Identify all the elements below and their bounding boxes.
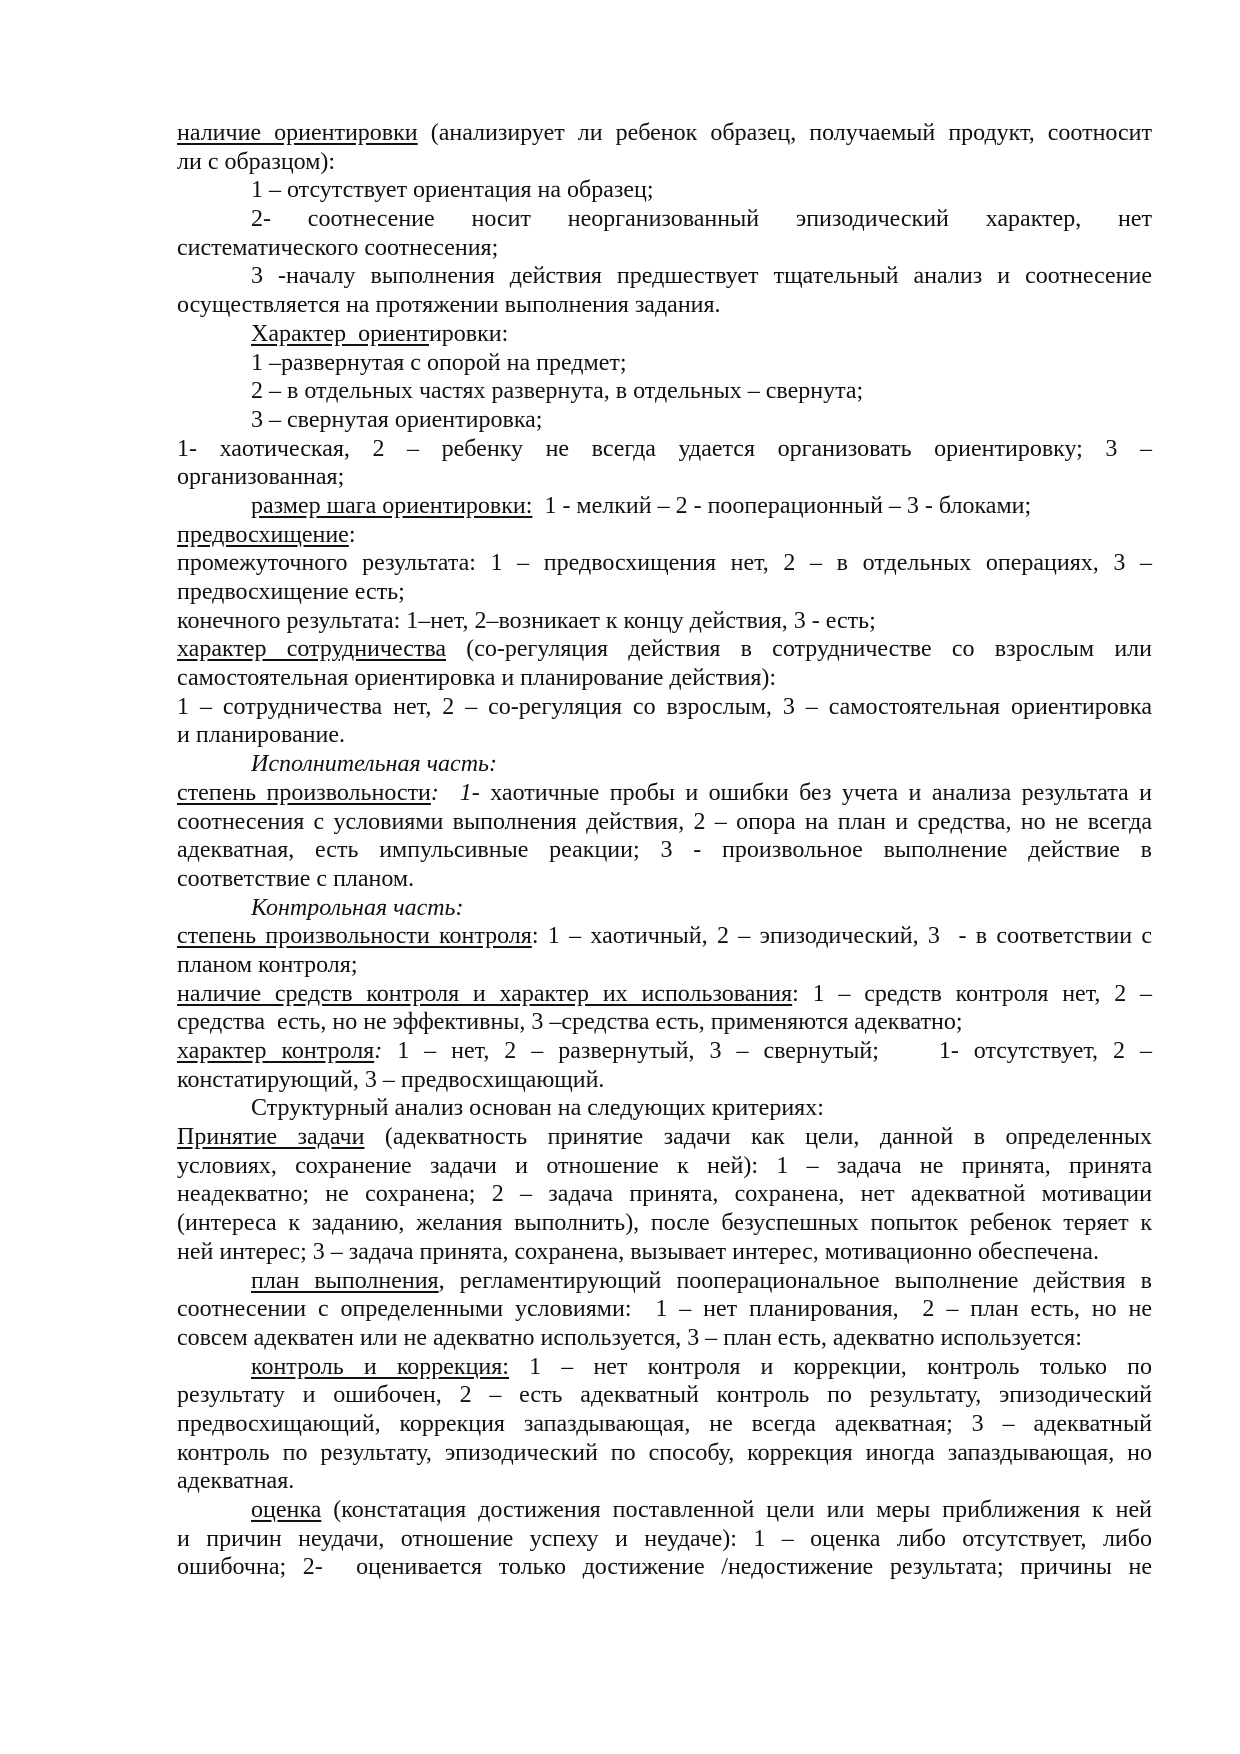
underlined-term: наличие ориентировки: [177, 120, 418, 146]
text-line: [177, 1209, 1152, 1238]
text-segment: соответствие с планом.: [177, 865, 415, 892]
underlined-term: степень произвольности контроля: [177, 923, 532, 950]
paragraph: [177, 521, 1152, 550]
text-segment: (интереса к заданию, желания выполнить), после безуспешных попыток ребенок теряет к: [177, 1210, 1152, 1237]
italic-heading: :: [374, 1038, 383, 1064]
text-segment: 1 – нет контроля и коррекции, контроль только по: [508, 1353, 1152, 1380]
text-line: [177, 463, 1152, 492]
text-line: [177, 549, 1152, 578]
underlined-term: характер сотрудничества: [177, 636, 447, 663]
text-segment: :: [348, 521, 356, 548]
text-segment: (адекватность принятие задачи как цели, данной в определенных: [364, 1124, 1152, 1151]
text-segment: условиях, сохранение задачи и отношение к ней): 1 – задача не принята, принята: [177, 1152, 1152, 1179]
paragraph: [177, 779, 1152, 894]
text-line: [177, 234, 1152, 263]
italic-heading: Контрольная часть:: [251, 894, 464, 921]
text-segment: предвосхищающий, коррекция запаздывающая, не всегда адекватная; 3 – адекватный: [177, 1410, 1152, 1437]
text-segment: 3 -началу выполнения действия предшествует тщательный анализ и соотнесение: [251, 263, 1152, 290]
text-segment: осуществляется на протяжении выполнения задания.: [177, 292, 721, 319]
paragraph: [177, 377, 1152, 406]
paragraph: [177, 349, 1152, 378]
text-line: [177, 521, 1152, 550]
paragraph: [177, 635, 1152, 692]
paragraph: [177, 1496, 1152, 1582]
paragraph: [177, 922, 1152, 979]
text-segment: промежуточного результата: 1 – предвосхищения нет, 2 – в отдельных операциях, 3 –: [177, 550, 1152, 577]
text-segment: конечного результата: 1–нет, 2–возникает к концу действия, 3 - есть;: [177, 607, 876, 634]
paragraph: [177, 176, 1152, 205]
text-segment: предвосхищение есть;: [177, 579, 405, 605]
text-line: [177, 1410, 1152, 1439]
text-line: [177, 1553, 1152, 1582]
text-line: [177, 951, 1152, 980]
text-segment: соотнесения с условиями выполнения действия, 2 – опора на план и средства, но не всегда: [177, 808, 1152, 835]
paragraph: [177, 262, 1152, 319]
text-line: [177, 435, 1152, 464]
underlined-term: размер шага ориентировки:: [251, 492, 533, 519]
text-line: [177, 262, 1152, 291]
paragraph: [177, 750, 1152, 779]
text-line: [177, 635, 1152, 664]
text-segment: 1 – сотрудничества нет, 2 – со-регуляция со взрослым, 3 – самостоятельная ориентировка: [177, 693, 1152, 720]
text-segment: : 1 – хаотичный, 2 – эпизодический, 3 - в соответствии с: [531, 923, 1152, 950]
underlined-term: план выполнения: [251, 1267, 439, 1294]
text-line: [177, 1295, 1152, 1324]
text-line: [177, 721, 1152, 750]
paragraph: [177, 119, 1152, 176]
paragraph: [177, 1094, 1152, 1123]
text-line: [177, 1467, 1152, 1496]
text-segment: планом контроля;: [177, 951, 358, 978]
text-line: [177, 1180, 1152, 1209]
text-line: [177, 865, 1152, 894]
text-segment: адекватная.: [177, 1468, 295, 1495]
text-segment: самостоятельная ориентировка и планирование действия):: [177, 665, 777, 692]
text-line: [177, 980, 1152, 1009]
text-segment: констатирующий, 3 – предвосхищающий.: [177, 1066, 605, 1093]
text-line: [177, 291, 1152, 320]
text-segment: 1 –развернутая с опорой на предмет;: [251, 349, 627, 376]
text-line: [177, 808, 1152, 837]
text-segment: (констатация достижения поставленной цели или меры приближения к ней: [321, 1497, 1152, 1523]
text-segment: результату и ошибочен, 2 – есть адекватный контроль по результату, эпизодический: [177, 1382, 1152, 1409]
paragraph: [177, 1267, 1152, 1353]
text-segment: , регламентирующий пооперациональное выполнение действия в: [438, 1267, 1153, 1294]
text-line: [177, 320, 1152, 349]
underlined-term: наличие средств контроля и характер их использования: [177, 980, 793, 1007]
text-line: [177, 836, 1152, 865]
text-line: [177, 1037, 1152, 1066]
text-segment: и причин неудачи, отношение успеху и неудаче): 1 – оценка либо отсутствует, либо: [177, 1525, 1152, 1552]
paragraph: [177, 1353, 1152, 1496]
text-line: [177, 1267, 1152, 1296]
text-segment: хаотичные пробы и ошибки без учета и анализа результата и: [479, 779, 1153, 806]
paragraph: [177, 607, 1152, 636]
text-line: [177, 119, 1152, 148]
paragraph: [177, 406, 1152, 435]
italic-heading: Исполнительная часть:: [251, 751, 497, 778]
text-segment: (анализирует ли ребенок образец, получаемый продукт, соотносит: [417, 120, 1152, 146]
text-line: [177, 1324, 1152, 1353]
text-line: [177, 1353, 1152, 1382]
text-line: [177, 1152, 1152, 1181]
paragraph: [177, 492, 1152, 521]
text-line: [177, 1094, 1152, 1123]
underlined-term: характер контроля: [177, 1038, 375, 1064]
underlined-term: степень произвольности: [177, 779, 431, 806]
text-line: [177, 779, 1152, 808]
text-segment: совсем адекватен или не адекватно используется, 3 – план есть, адекватно используется:: [177, 1324, 1082, 1351]
text-segment: : 1 – средств контроля нет, 2 –: [792, 980, 1152, 1007]
text-line: [177, 1525, 1152, 1554]
text-line: [177, 1439, 1152, 1468]
text-segment: 2 – в отдельных частях развернута, в отдельных – свернута;: [251, 378, 864, 405]
text-segment: неадекватно; не сохранена; 2 – задача принята, сохранена, нет адекватной мотивации: [177, 1181, 1152, 1208]
text-segment: соотнесении с определенными условиями: 1 – нет планирования, 2 – план есть, но не: [177, 1296, 1152, 1323]
underlined-term: Принятие задачи: [177, 1124, 365, 1151]
text-segment: ней интерес; 3 – задача принята, сохранена, вызывает интерес, мотивационно обеспечена.: [177, 1238, 1099, 1265]
paragraph: [177, 980, 1152, 1037]
text-segment: 1 - мелкий – 2 - пооперационный – 3 - блоками;: [532, 492, 1032, 519]
text-line: [177, 664, 1152, 693]
underlined-term: предвосхищение: [177, 521, 349, 548]
text-line: [177, 148, 1152, 177]
text-segment: средства есть, но не эффективны, 3 –средства есть, применяются адекватно;: [177, 1009, 963, 1036]
italic-heading: : 1-: [430, 779, 480, 806]
text-line: [177, 377, 1152, 406]
underlined-term: оценка: [251, 1497, 322, 1523]
text-segment: 3 – свернутая ориентировка;: [251, 406, 543, 433]
text-segment: систематического соотнесения;: [177, 234, 499, 261]
paragraph: [177, 435, 1152, 492]
paragraph: [177, 205, 1152, 262]
paragraph: [177, 693, 1152, 750]
text-line: [177, 578, 1152, 607]
text-segment: 1 – отсутствует ориентация на образец;: [251, 177, 654, 204]
text-line: [177, 693, 1152, 722]
paragraph: [177, 549, 1152, 606]
text-segment: 2- соотнесение носит неорганизованный эпизодический характер, нет: [251, 206, 1152, 233]
text-line: [177, 349, 1152, 378]
text-segment: организованная;: [177, 464, 345, 491]
paragraph: [177, 1037, 1152, 1094]
text-line: [177, 205, 1152, 234]
text-segment: Структурный анализ основан на следующих критериях:: [251, 1095, 824, 1122]
underlined-term: контроль и коррекция:: [251, 1353, 509, 1380]
text-line: [177, 1123, 1152, 1152]
text-line: [177, 406, 1152, 435]
text-line: [177, 176, 1152, 205]
paragraph: [177, 1123, 1152, 1266]
text-line: [177, 894, 1152, 923]
text-segment: ировки:: [428, 320, 509, 347]
paragraph: [177, 894, 1152, 923]
text-segment: 1- хаотическая, 2 – ребенку не всегда удается организовать ориентировку; 3 –: [177, 435, 1152, 462]
text-line: [177, 1008, 1152, 1037]
text-line: [177, 922, 1152, 951]
text-segment: (со-регуляция действия в сотрудничестве со взрослым или: [446, 636, 1153, 663]
text-line: [177, 1381, 1152, 1410]
text-segment: контроль по результату, эпизодический по способу, коррекция иногда запаздывающая, но: [177, 1439, 1152, 1466]
text-segment: 1 – нет, 2 – развернутый, 3 – свернутый; 1- отсутствует, 2 –: [382, 1038, 1152, 1064]
paragraph: [177, 320, 1152, 349]
document-page: [177, 119, 1152, 1582]
text-segment: адекватная, есть импульсивные реакции; 3 - произвольное выполнение действие в: [177, 837, 1152, 864]
text-segment: и планирование.: [177, 722, 346, 749]
text-segment: ли с образцом):: [177, 148, 336, 175]
text-line: [177, 492, 1152, 521]
underlined-term: Характер ориент: [251, 320, 429, 347]
text-line: [177, 607, 1152, 636]
text-line: [177, 1238, 1152, 1267]
text-line: [177, 1066, 1152, 1095]
text-line: [177, 1496, 1152, 1525]
text-segment: ошибочна; 2- оценивается только достижение /недостижение результата; причины не: [177, 1554, 1152, 1581]
text-line: [177, 750, 1152, 779]
